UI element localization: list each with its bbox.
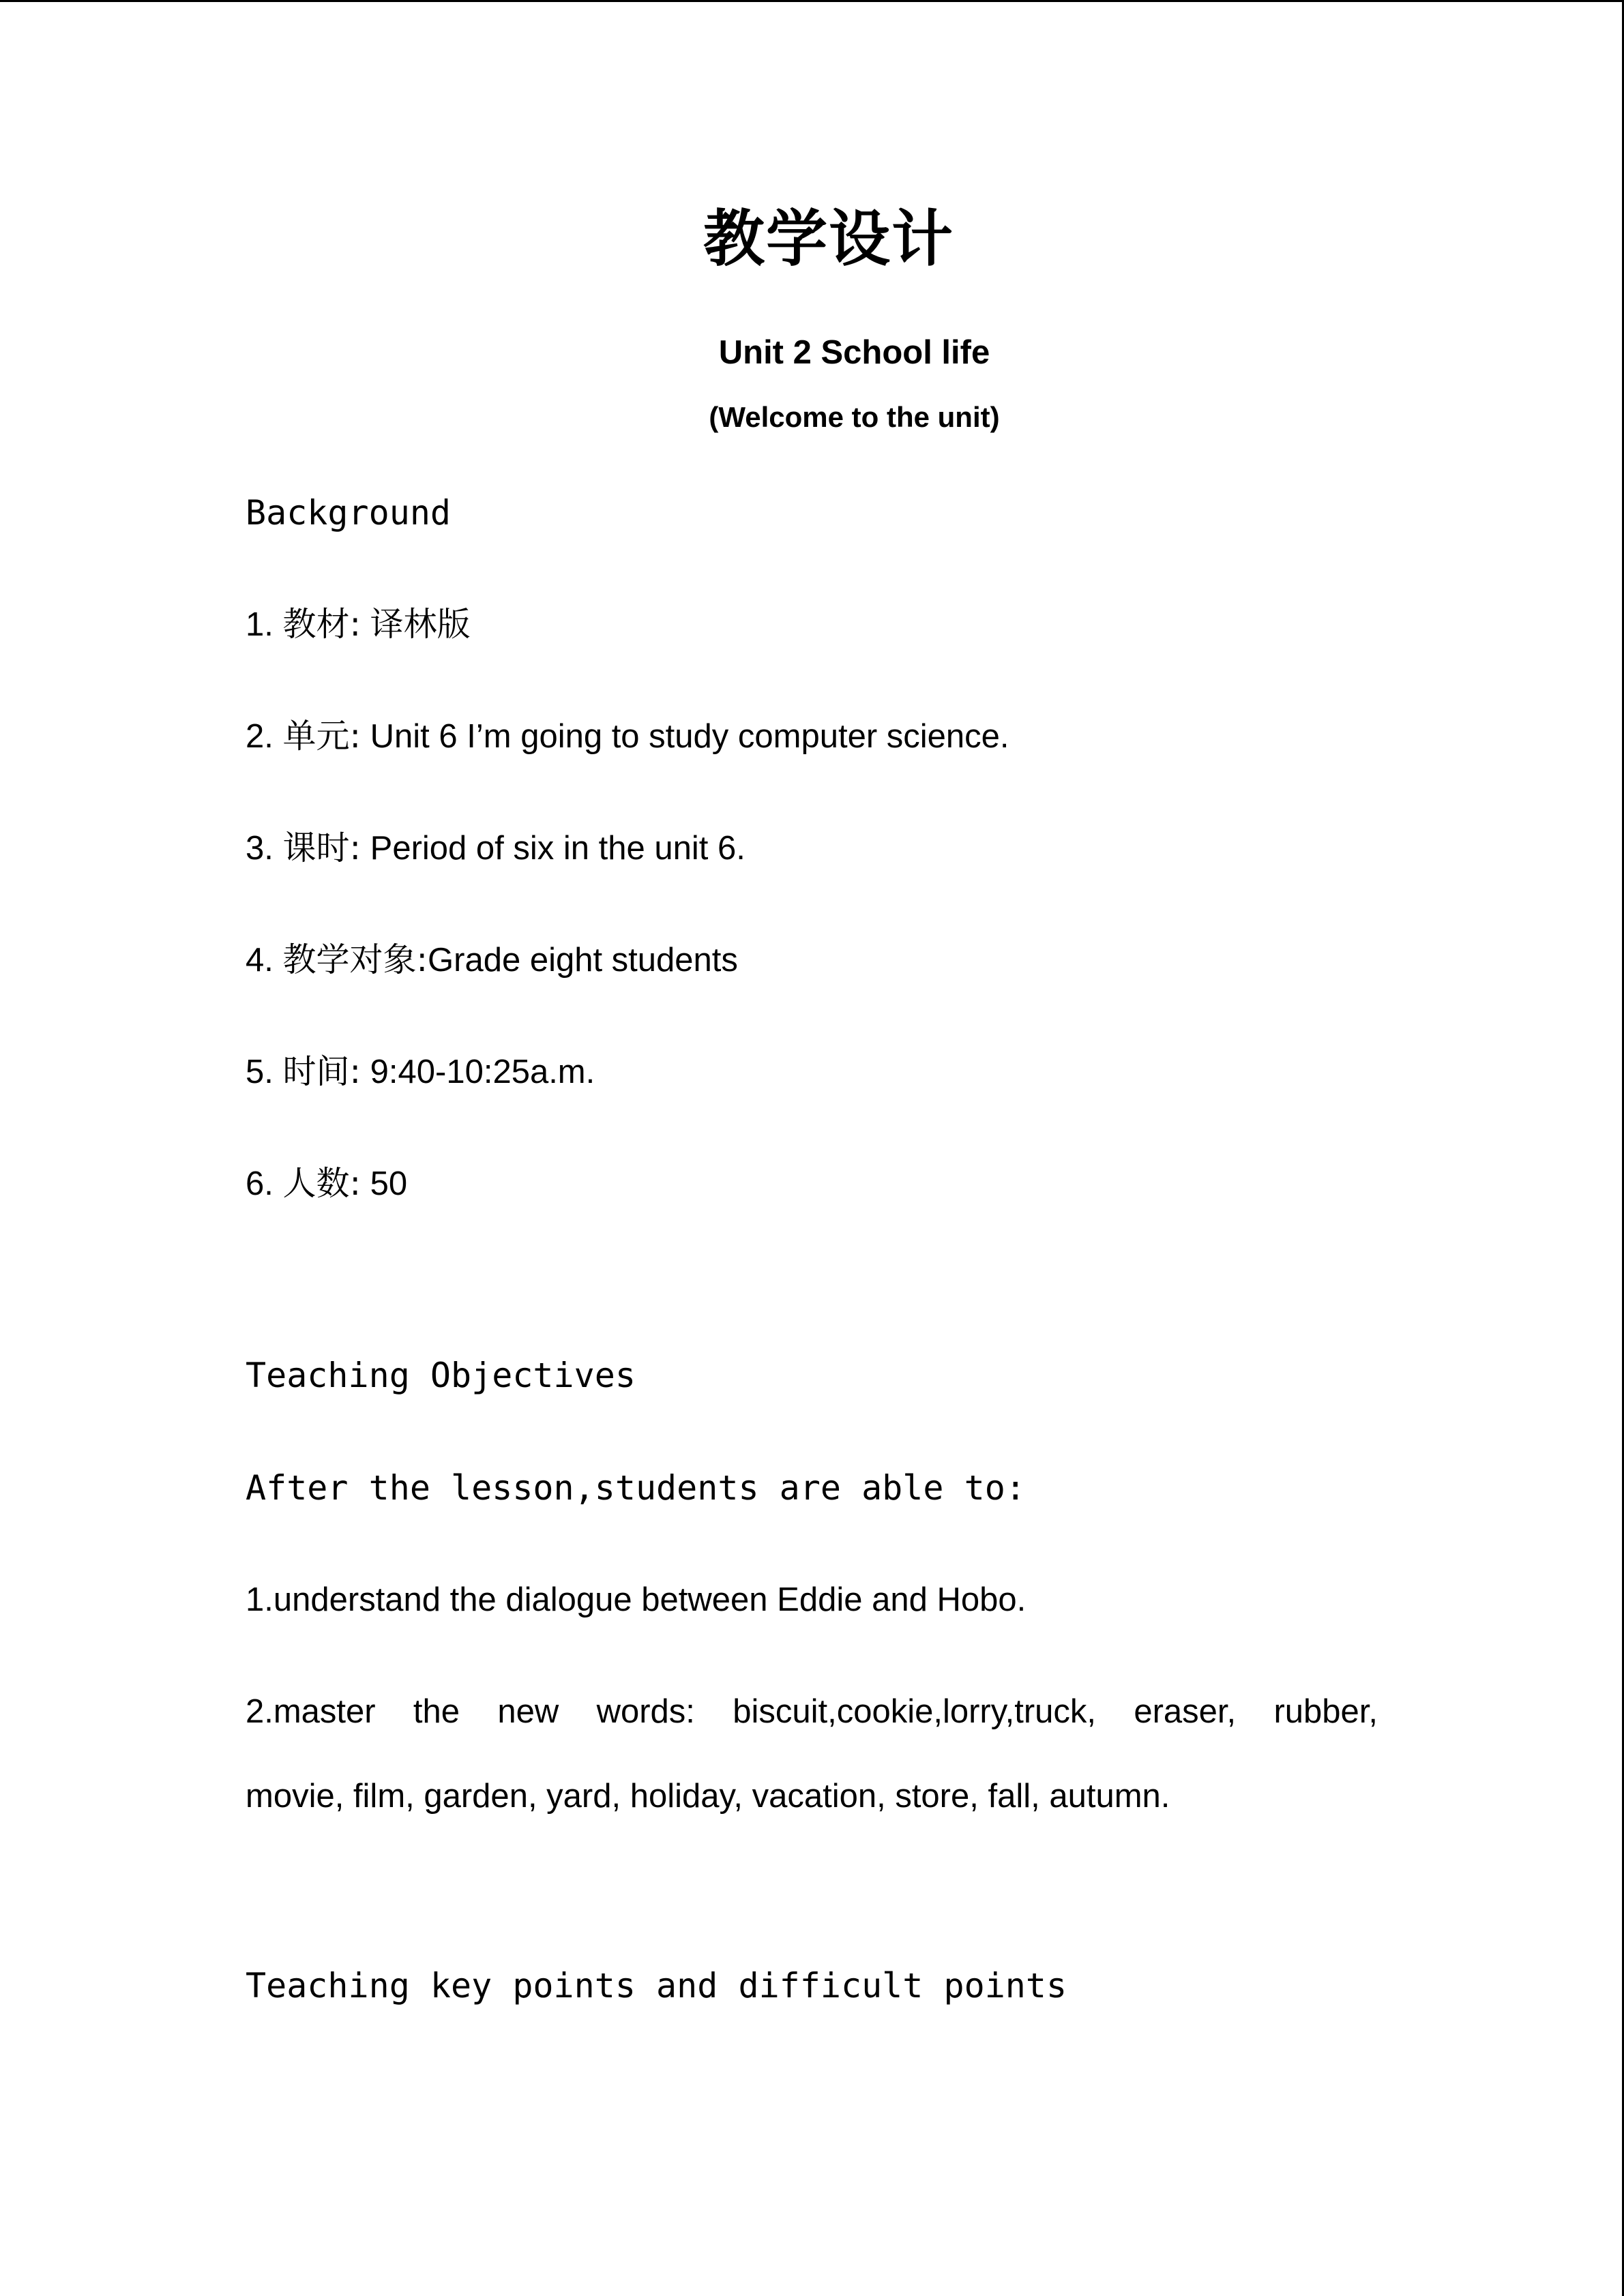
item-value: Unit 6 I’m going to study computer science.: [370, 718, 1009, 755]
item-label: 教材:: [282, 605, 361, 644]
background-heading: Background: [246, 493, 452, 533]
item-value: 50: [370, 1165, 408, 1202]
item-number: 3.: [246, 830, 274, 867]
item-label: 课时:: [282, 829, 361, 867]
item-number: 5.: [246, 1054, 274, 1090]
background-item-4: [246, 938, 738, 982]
item-value: 译林版: [370, 605, 471, 644]
item-number: 4.: [246, 942, 274, 979]
background-item-6: [246, 1162, 407, 1206]
objective-item-2-line-1: 2.master the new words: biscuit,cookie,lorry,truck, eraser, rubber,: [246, 1693, 1378, 1730]
item-value: 9:40-10:25a.m.: [370, 1054, 595, 1090]
item-number: 2.: [246, 718, 274, 755]
item-label: 人数:: [282, 1164, 361, 1203]
background-item-5: [246, 1050, 595, 1094]
document-title: 教学设计: [703, 203, 954, 275]
objectives-intro: After the lesson,students are able to:: [246, 1468, 1026, 1508]
item-label: 教学对象:: [282, 940, 428, 979]
objective-item-2-line-2: movie, film, garden, yard, holiday, vacation, store, fall, autumn.: [246, 1778, 1170, 1815]
unit-subtitle: (Welcome to the unit): [709, 401, 1000, 433]
item-label: 时间:: [282, 1052, 361, 1091]
item-label: 单元:: [282, 717, 361, 756]
background-item-2: [246, 715, 1009, 758]
background-item-3: [246, 826, 745, 870]
item-value: Grade eight students: [428, 942, 738, 979]
objectives-heading: Teaching Objectives: [246, 1356, 636, 1395]
item-value: Period of six in the unit 6.: [370, 830, 745, 867]
background-item-1: [246, 603, 471, 646]
unit-title: Unit 2 School life: [718, 334, 990, 371]
item-number: 1.: [246, 606, 274, 643]
key-points-heading: Teaching key points and difficult points: [246, 1966, 1067, 2006]
objective-item-1: 1.understand the dialogue between Eddie and Hobo.: [246, 1581, 1027, 1618]
item-number: 6.: [246, 1165, 274, 1202]
